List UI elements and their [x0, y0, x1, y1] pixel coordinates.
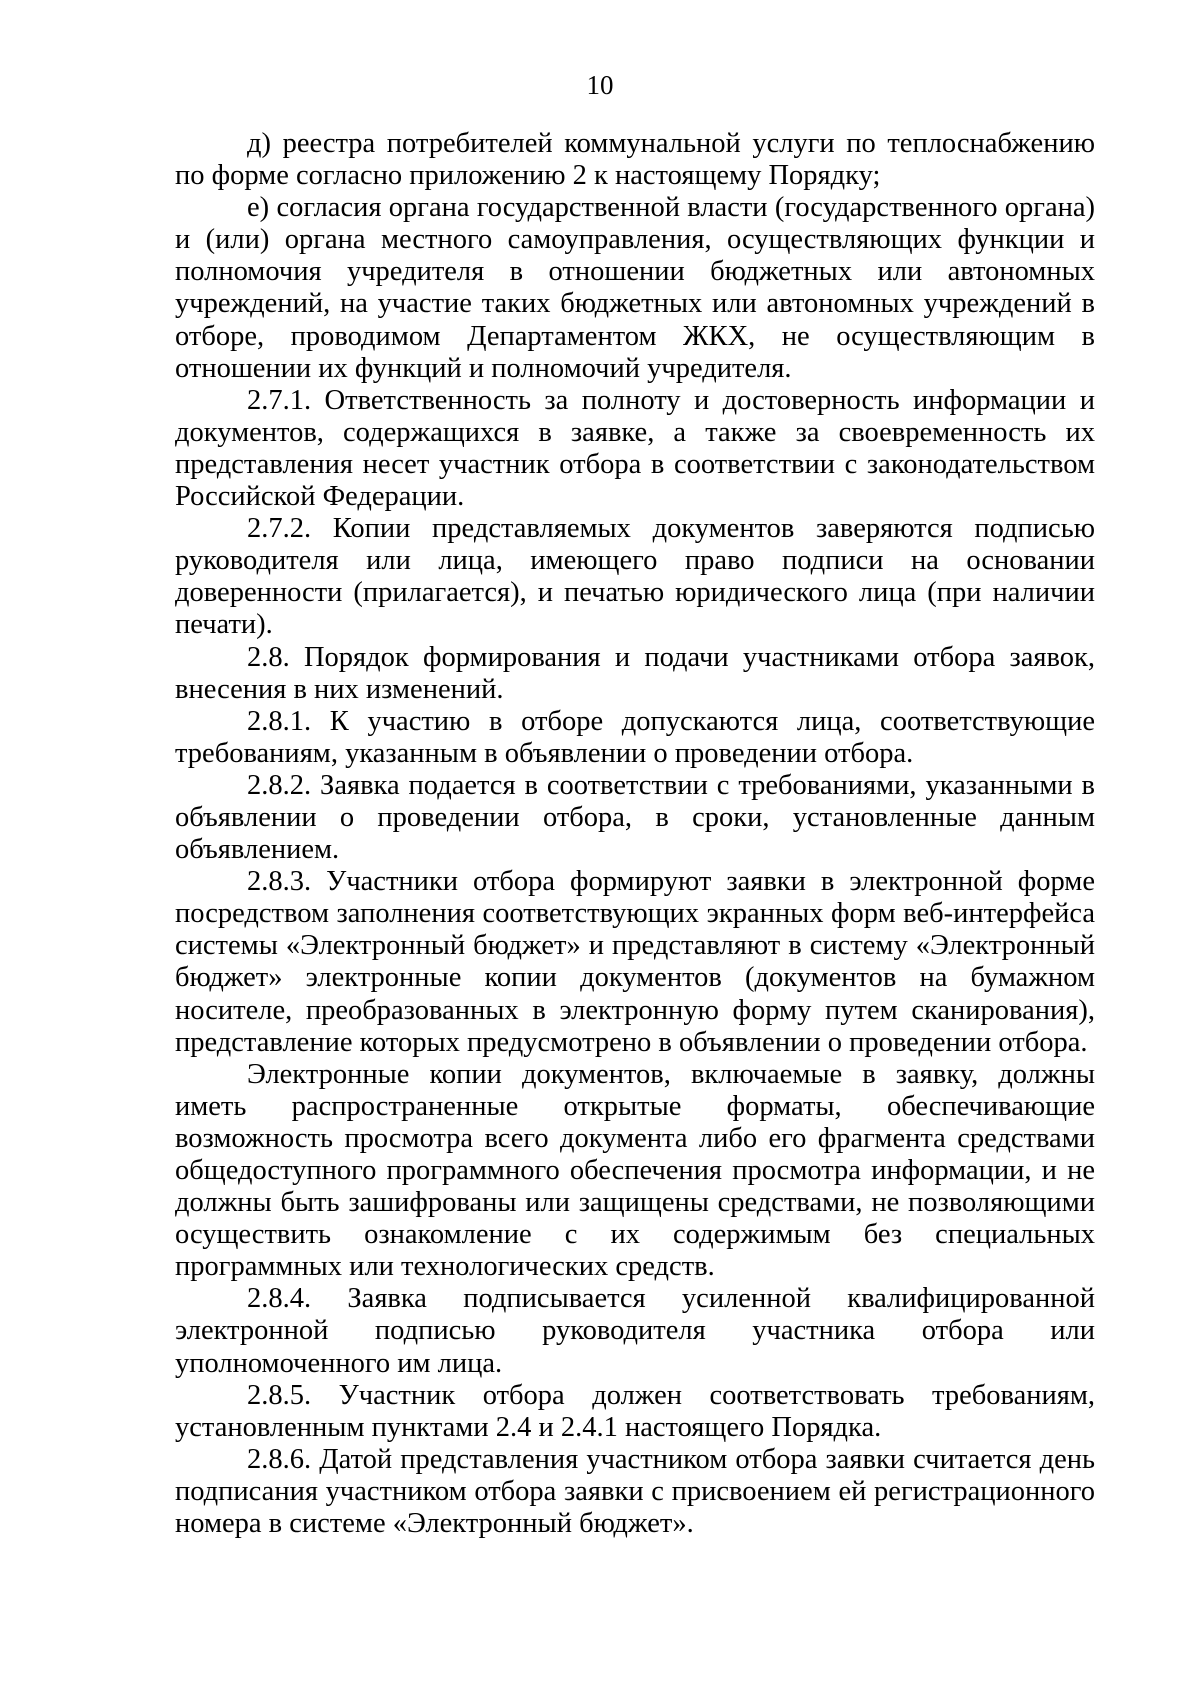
- page-number: 10: [586, 70, 614, 100]
- document-body: [175, 128, 1095, 1540]
- paragraph-2-7-1: 2.7.1. Ответственность за полноту и достоверность информации и документов, содержащихся в заявке, а также за своевременность их представления несет участник отбора в соответствии с законодательством Российской Федерации.: [175, 384, 1095, 513]
- paragraph-2-8-5: 2.8.5. Участник отбора должен соответствовать требованиям, установленным пунктами 2.4 и 2.4.1 настоящего Порядка.: [175, 1379, 1095, 1443]
- paragraph-2-8-6: 2.8.6. Датой представления участником отбора заявки считается день подписания участником отбора заявки с присвоением ей регистрационного номера в системе «Электронный бюджет».: [175, 1443, 1095, 1540]
- paragraph-2-8-2: 2.8.2. Заявка подается в соответствии с требованиями, указанными в объявлении о проведении отбора, в сроки, установленные данным объявлением.: [175, 769, 1095, 866]
- paragraph-2-7-2: 2.7.2. Копии представляемых документов заверяются подписью руководителя или лица, имеющего право подписи на основании доверенности (прилагается), и печатью юридического лица (при наличии печати).: [175, 513, 1095, 641]
- paragraph-2-8-3: 2.8.3. Участники отбора формируют заявки в электронной форме посредством заполнения соответствующих экранных форм веб-интерфейса системы «Электронный бюджет» и представляют в систему «Электронный бюджет» электронные копии документов (документов на бумажном носителе, преобразованных в электронную форму путем сканирования), представление которых предусмотрено в объявлении о проведении отбора.: [175, 866, 1095, 1058]
- paragraph-2-8: 2.8. Порядок формирования и подачи участниками отбора заявок, внесения в них изменений.: [175, 641, 1095, 705]
- paragraph-e-consent: е) согласия органа государственной власти (государственного органа) и (или) органа местного самоуправления, осуществляющих функции и полномочия учредителя в отношении бюджетных или автономных учреждений, на участие таких бюджетных или автономных учреждений в отборе, проводимом Департаментом ЖКХ, не осуществляющим в отношении их функций и полномочий учредителя.: [175, 192, 1095, 384]
- paragraph-2-8-1: 2.8.1. К участию в отборе допускаются лица, соответствующие требованиям, указанным в объявлении о проведении отбора.: [175, 705, 1095, 769]
- paragraph-d-registry: д) реестра потребителей коммунальной услуги по теплоснабжению по форме согласно приложению 2 к настоящему Порядку;: [175, 128, 1095, 192]
- paragraph-2-8-4: 2.8.4. Заявка подписывается усиленной квалифицированной электронной подписью руководителя участника отбора или уполномоченного им лица.: [175, 1283, 1095, 1379]
- paragraph-electronic-copies: Электронные копии документов, включаемые в заявку, должны иметь распространенные открытые форматы, обеспечивающие возможность просмотра всего документа либо его фрагмента средствами общедоступного программного обеспечения просмотра информации, и не должны быть зашифрованы или защищены средствами, не позволяющими осуществить ознакомление с их содержимым без специальных программных или технологических средств.: [175, 1058, 1095, 1283]
